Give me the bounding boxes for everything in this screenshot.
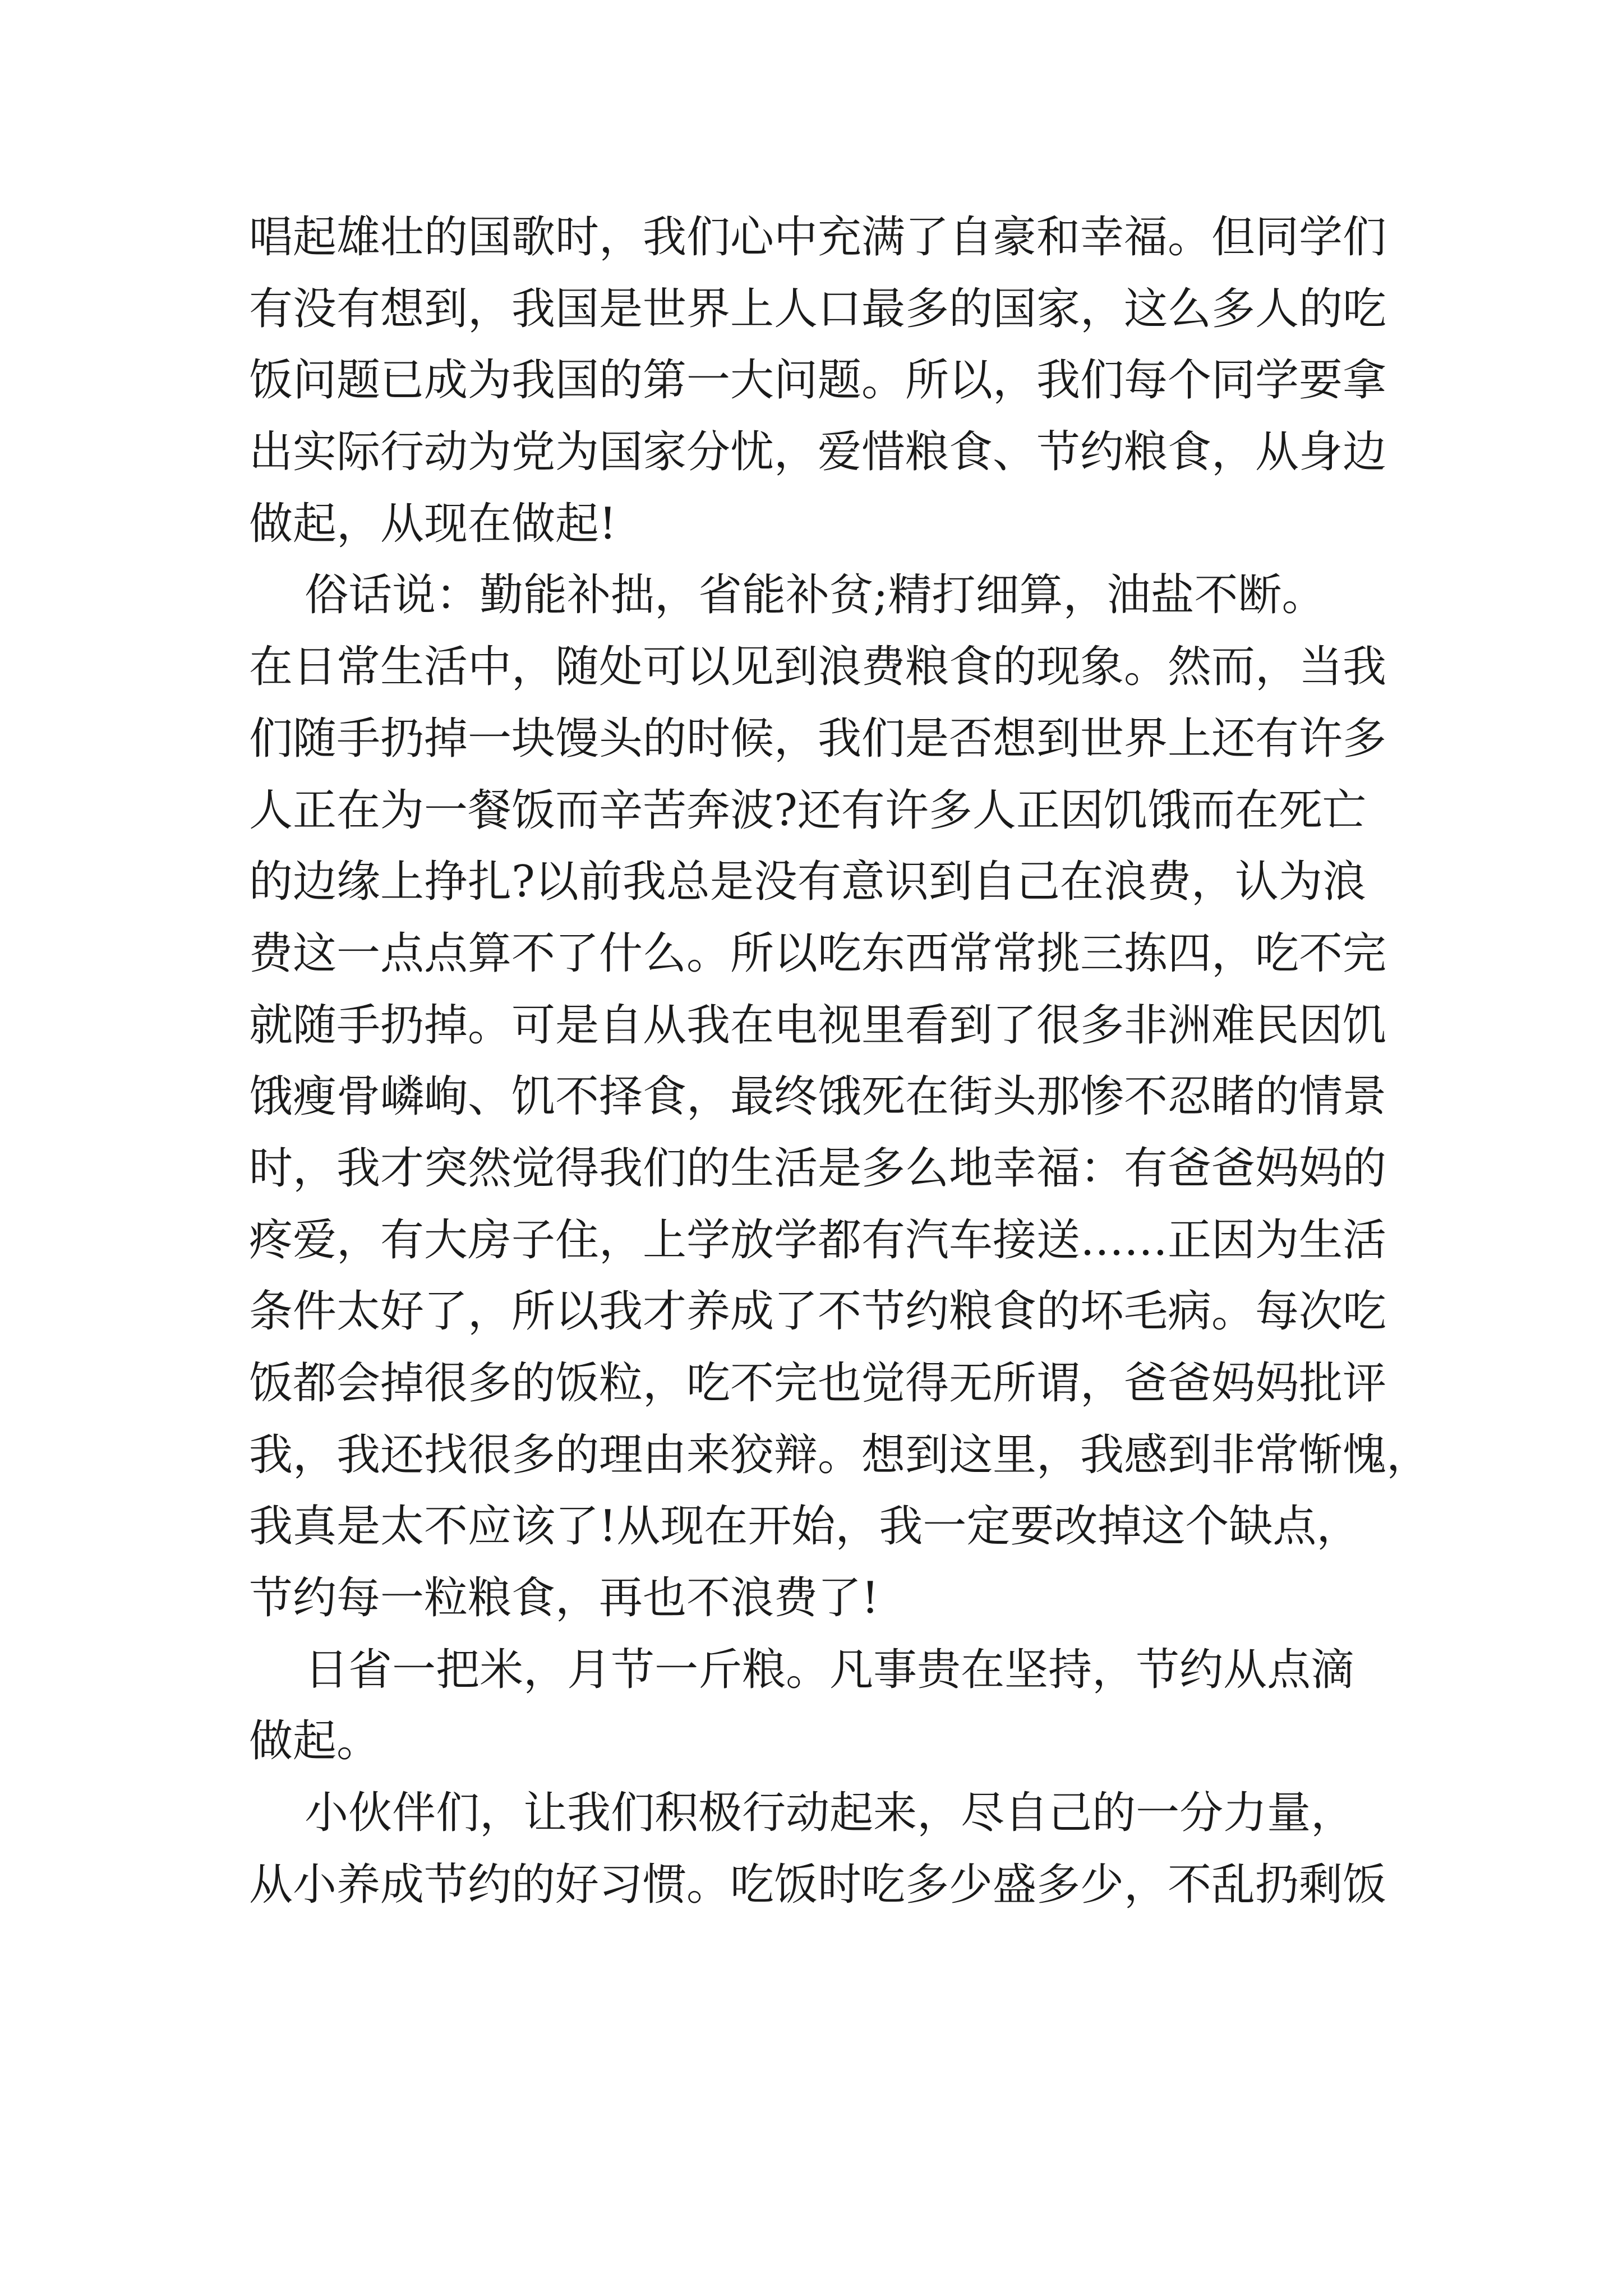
text-line: 从小养成节约的好习惯。吃饭时吃多少盛多少，不乱扔剩饭 xyxy=(249,1859,1387,1910)
text-line: 做起，从现在做起! xyxy=(249,498,617,549)
text-line: 我，我还找很多的理由来狡辩。想到这里，我感到非常惭愧， xyxy=(249,1429,1431,1480)
text-line: 就随手扔掉。可是自从我在电视里看到了很多非洲难民因饥 xyxy=(249,1000,1387,1051)
text-line: 条件太好了，所以我才养成了不节约粮食的坏毛病。每次吃 xyxy=(249,1286,1387,1337)
text-line: 疼爱，有大房子住，上学放学都有汽车接送……正因为生活 xyxy=(249,1214,1387,1266)
body-text xyxy=(249,202,1431,1921)
text-line: 唱起雄壮的国歌时，我们心中充满了自豪和幸福。但同学们 xyxy=(249,212,1387,263)
text-line: 有没有想到，我国是世界上人口最多的国家，这么多人的吃 xyxy=(249,283,1387,334)
paragraph-start-line: 日省一把米，月节一斤粮。凡事贵在坚持，节约从点滴 xyxy=(249,1644,1355,1695)
text-line: 时，我才突然觉得我们的生活是多么地幸福：有爸爸妈妈的 xyxy=(249,1143,1387,1194)
text-line: 我真是太不应该了!从现在开始，我一定要改掉这个缺点， xyxy=(249,1501,1361,1552)
text-line: 费这一点点算不了什么。所以吃东西常常挑三拣四，吃不完 xyxy=(249,928,1387,979)
text-line: 节约每一粒粮食，再也不浪费了! xyxy=(249,1573,879,1624)
text-line: 在日常生活中，随处可以见到浪费粮食的现象。然而，当我 xyxy=(249,642,1387,693)
text-line: 饭问题已成为我国的第一大问题。所以，我们每个同学要拿 xyxy=(249,355,1387,406)
paragraph-start-line: 小伙伴们，让我们积极行动起来，尽自己的一分力量， xyxy=(249,1788,1355,1839)
paragraph-start-line: 俗话说：勤能补拙，省能补贫;精打细算，油盐不断。 xyxy=(249,570,1326,621)
text-line: 人正在为一餐饭而辛苦奔波?还有许多人正因饥饿而在死亡 xyxy=(249,785,1366,836)
text-line: 饿瘦骨嶙峋、饥不择食，最终饿死在街头那惨不忍睹的情景 xyxy=(249,1071,1387,1122)
text-line: 出实际行动为党为国家分忧，爱惜粮食、节约粮食，从身边 xyxy=(249,427,1387,478)
text-line: 的边缘上挣扎?以前我总是没有意识到自己在浪费，认为浪 xyxy=(249,857,1366,908)
text-line: 们随手扔掉一块馒头的时候，我们是否想到世界上还有许多 xyxy=(249,713,1387,764)
text-line: 饭都会掉很多的饭粒，吃不完也觉得无所谓，爸爸妈妈批评 xyxy=(249,1358,1387,1409)
text-line: 做起。 xyxy=(249,1716,381,1767)
